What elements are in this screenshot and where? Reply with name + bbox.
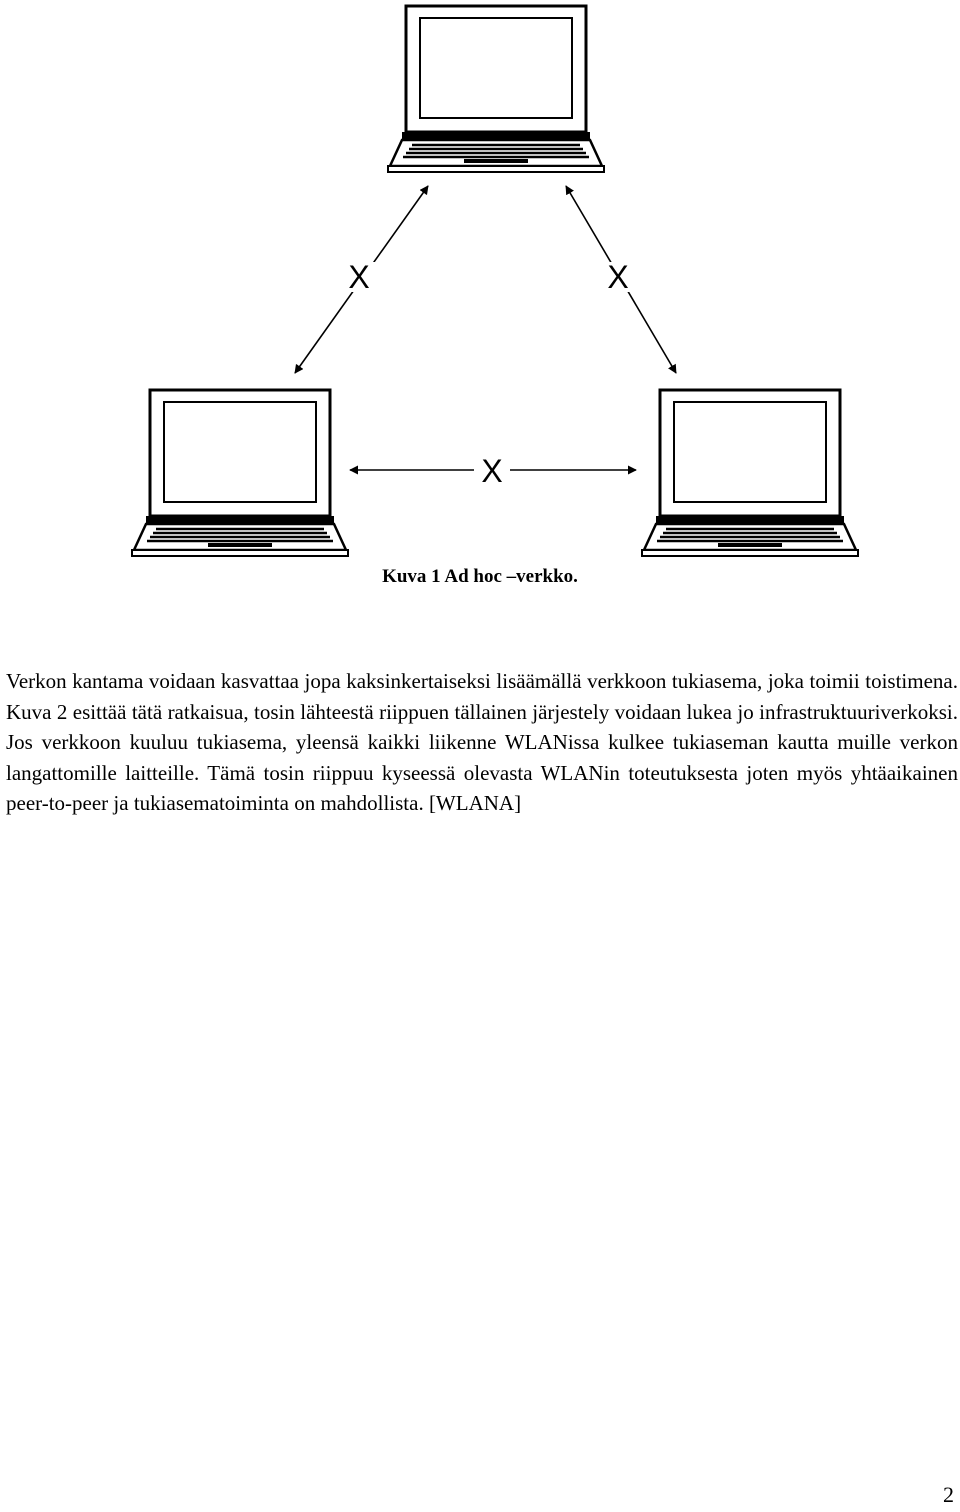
ad-hoc-network-diagram <box>0 0 960 560</box>
body-paragraph: Verkon kantama voidaan kasvattaa jopa kaksinkertaiseksi lisäämällä verkkoon tukiasema, joka toimii toistimena. Kuva 2 esittää tätä ratkaisua, tosin lähteestä riippuen tällainen järjestely voidaan lukea jo infrastruktuuriverkoksi. Jos verkkoon kuuluu tukiasema, yleensä kaikki liikenne WLANissa kulkee tukiaseman kautta muille verkon langattomille laitteille. Tämä tosin riippuu kyseessä olevasta WLANin toteutuksesta joten myös yhtäaikainen peer-to-peer ja tukiasematoiminta on mahdollista. [WLANA] <box>6 669 958 815</box>
laptop-icon <box>388 6 604 172</box>
laptop-icon <box>132 390 348 556</box>
page-number: 2 <box>943 1482 954 1507</box>
link-marker: X <box>607 259 629 295</box>
link-marker: X <box>348 259 370 295</box>
link-marker: X <box>481 453 503 489</box>
figure-caption: Kuva 1 Ad hoc –verkko. <box>382 566 578 587</box>
laptop-icon <box>642 390 858 556</box>
